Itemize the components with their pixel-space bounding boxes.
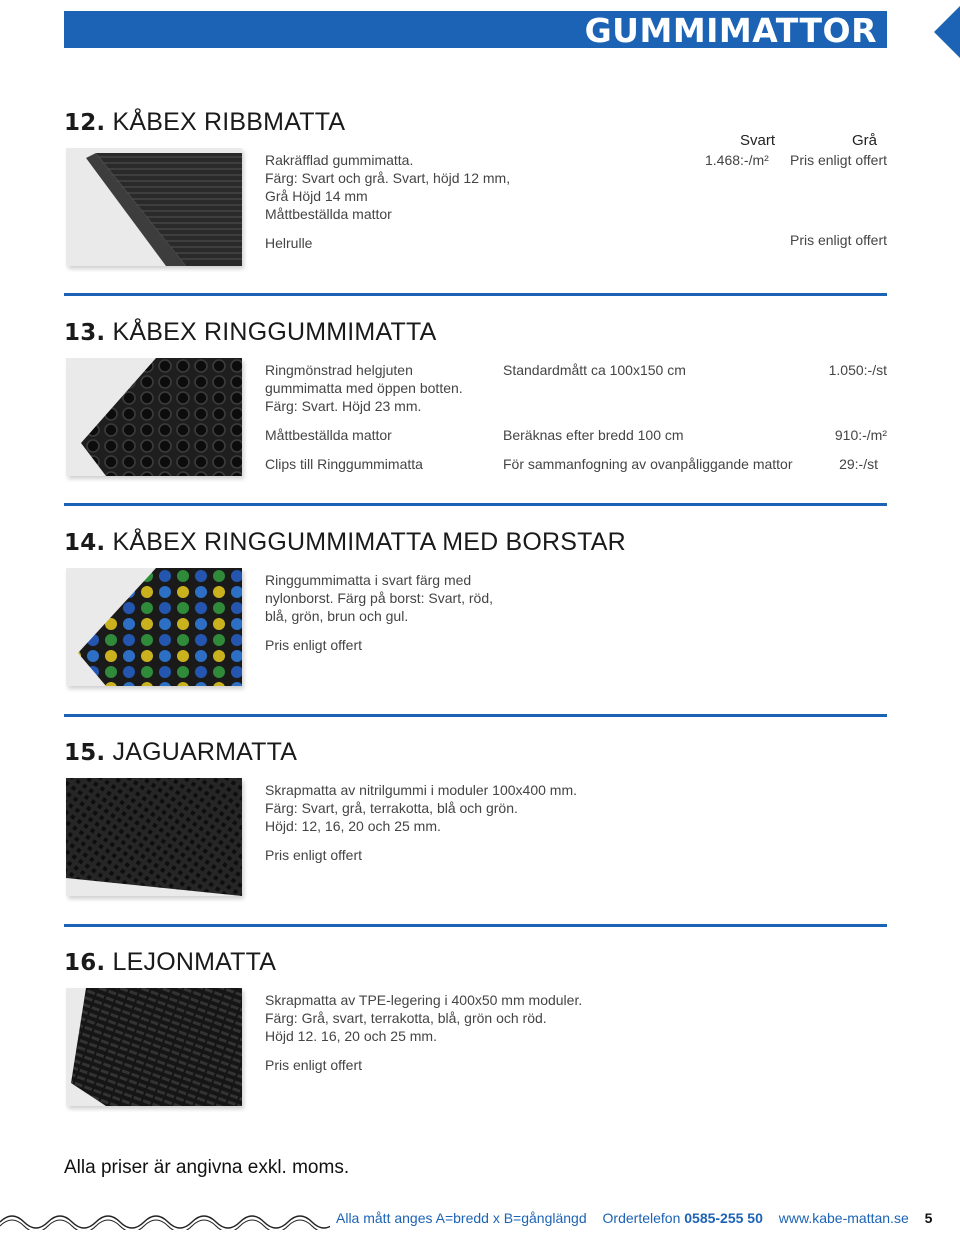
desc-line-2: gummimatta med öppen botten.	[265, 380, 463, 396]
section-divider	[64, 503, 887, 506]
section-15	[64, 738, 887, 908]
desc-line-4: Måttbeställda mattor	[265, 206, 392, 222]
section-16	[64, 948, 887, 1118]
section-13	[64, 318, 887, 488]
order-phone-number[interactable]: 0585-255 50	[684, 1210, 763, 1226]
custom-mats-label: Måttbeställda mattor	[265, 427, 392, 443]
section-title	[64, 738, 297, 767]
section-title	[64, 948, 276, 977]
price-label: Pris enligt offert	[265, 847, 363, 863]
dimensions-note: Alla mått anges A=bredd x B=gånglängd	[336, 1210, 587, 1226]
section-number: 14.	[64, 530, 106, 556]
desc-line-1: Ringgummimatta i svart färg med	[265, 572, 472, 588]
price-label: Pris enligt offert	[265, 1057, 363, 1073]
section-12	[64, 108, 887, 278]
desc-line-1: Skrapmatta av TPE-legering i 400x50 mm moduler.	[265, 992, 583, 1008]
borstmatta-photo	[66, 568, 242, 686]
section-title	[64, 318, 436, 347]
ribbmatta-photo	[66, 148, 242, 266]
clips-desc: För sammanfogning av ovanpåliggande mattor	[503, 456, 793, 472]
section-number: 16.	[64, 950, 106, 976]
ringgummimatta-photo	[66, 358, 242, 476]
section-14	[64, 528, 887, 698]
desc-line-1: Skrapmatta av nitrilgummi i moduler 100x400 mm.	[265, 782, 578, 798]
section-title	[64, 528, 626, 557]
section-divider	[64, 924, 887, 927]
website-link[interactable]: www.kabe-mattan.se	[778, 1210, 909, 1226]
footer-line	[336, 1210, 932, 1226]
section-divider	[64, 714, 887, 717]
standard-size-label: Standardmått ca 100x150 cm	[503, 362, 686, 378]
clips-label: Clips till Ringgummimatta	[265, 456, 423, 472]
desc-line-3: Höjd: 12, 16, 20 och 25 mm.	[265, 818, 441, 834]
order-phone-label: Ordertelefon	[602, 1210, 681, 1226]
price-note: Alla priser är angivna exkl. moms.	[64, 1157, 350, 1178]
custom-mats-price: 910:-/m²	[834, 427, 887, 443]
col-header-gra: Grå	[852, 132, 878, 149]
standard-size-price: 1.050:-/st	[828, 362, 887, 378]
page-title: GUMMIMATTOR	[584, 11, 877, 50]
desc-line-3: Färg: Svart. Höjd 23 mm.	[265, 398, 422, 414]
desc-line-3: Grå Höjd 14 mm	[265, 188, 368, 204]
desc-line-1: Ringmönstrad helgjuten	[265, 362, 413, 378]
section-name: KÅBEX RINGGUMMIMATTA MED BORSTAR	[112, 528, 626, 556]
col-header-svart: Svart	[740, 132, 776, 149]
section-number: 12.	[64, 110, 106, 136]
section-number: 15.	[64, 740, 106, 766]
desc-line-2: Färg: Grå, svart, terrakotta, blå, grön och röd.	[265, 1010, 547, 1026]
section-divider	[64, 293, 887, 296]
desc-line-1: Rakräfflad gummimatta.	[265, 152, 414, 168]
clips-price: 29:-/st	[839, 456, 878, 472]
price-gra: Pris enligt offert	[789, 152, 887, 168]
price-label: Pris enligt offert	[265, 637, 363, 653]
section-name: JAGUARMATTA	[112, 738, 298, 766]
section-name: KÅBEX RIBBMATTA	[112, 108, 346, 136]
section-number: 13.	[64, 320, 106, 346]
desc-line-2: Färg: Svart, grå, terrakotta, blå och grön.	[265, 800, 518, 816]
desc-line-3: Höjd 12. 16, 20 och 25 mm.	[265, 1028, 437, 1044]
corner-triangle-icon	[934, 6, 960, 58]
desc-line-2: Färg: Svart och grå. Svart, höjd 12 mm,	[265, 170, 511, 186]
desc-line-2: nylonborst. Färg på borst: Svart, röd,	[265, 590, 493, 606]
page-number: 5	[924, 1210, 933, 1226]
lejonmatta-photo	[66, 988, 242, 1106]
wave-border-icon	[0, 1208, 330, 1230]
helrulle-price: Pris enligt offert	[789, 232, 887, 248]
custom-mats-desc: Beräknas efter bredd 100 cm	[503, 427, 684, 443]
section-name: KÅBEX RINGGUMMIMATTA	[112, 318, 437, 346]
helrulle-label: Helrulle	[265, 235, 313, 251]
section-title	[64, 108, 345, 137]
desc-line-3: blå, grön, brun och gul.	[265, 608, 409, 624]
price-svart: 1.468:-/m²	[705, 152, 769, 168]
section-name: LEJONMATTA	[112, 948, 277, 976]
jaguarmatta-photo	[66, 778, 242, 896]
header-bar	[64, 11, 887, 48]
